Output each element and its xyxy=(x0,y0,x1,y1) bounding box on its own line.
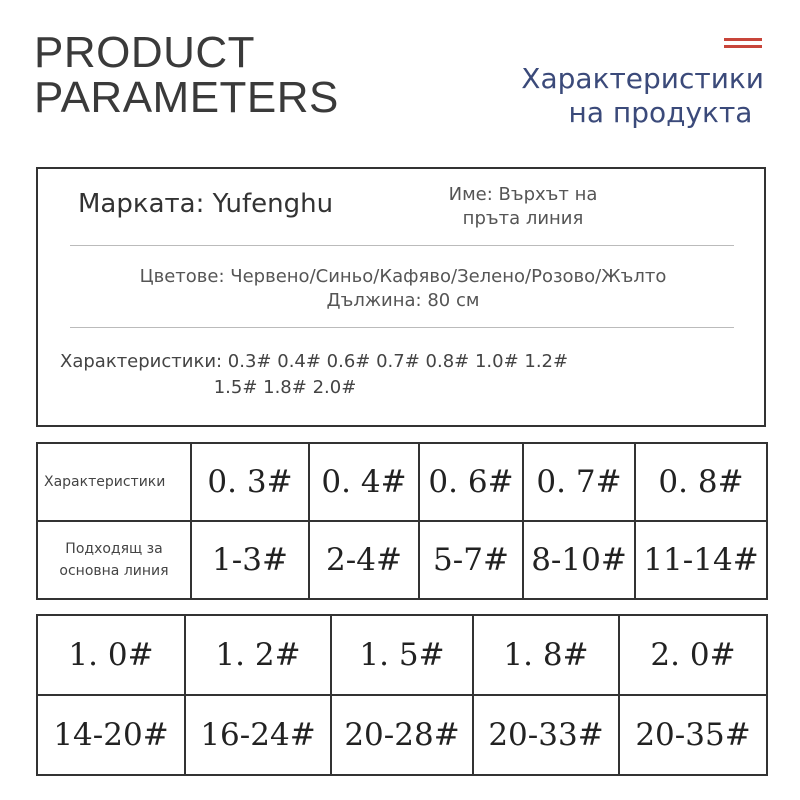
name-line-1: Име: Върхът на xyxy=(448,184,598,205)
table-row xyxy=(37,443,767,521)
divider xyxy=(70,245,734,246)
product-name xyxy=(433,183,613,231)
main-line-cell: 14-20# xyxy=(37,695,185,775)
page-subtitle xyxy=(464,62,764,130)
spec-cell: 0. 7# xyxy=(523,443,635,521)
colors-length xyxy=(38,265,768,313)
spec-cell: 1. 8# xyxy=(473,615,619,695)
main-line-cell: 20-33# xyxy=(473,695,619,775)
main-line-cell: 20-28# xyxy=(331,695,473,775)
flag-icon xyxy=(724,38,762,52)
row-label-main-line-1: Подходящ за xyxy=(65,541,163,557)
main-line-cell: 2-4# xyxy=(309,521,419,599)
main-line-cell: 20-35# xyxy=(619,695,767,775)
length-text: Дължина: 80 см xyxy=(326,290,480,311)
specs-line-2: 1.5# 1.8# 2.0# xyxy=(213,377,357,398)
spec-cell: 0. 6# xyxy=(419,443,523,521)
spec-cell: 1. 2# xyxy=(185,615,331,695)
row-label-spec: Характеристики xyxy=(37,443,191,521)
main-line-cell: 11-14# xyxy=(635,521,767,599)
main-line-cell: 8-10# xyxy=(523,521,635,599)
row-label-main-line-2: основна линия xyxy=(59,563,169,579)
row-label-main-line xyxy=(37,521,191,599)
page-title xyxy=(34,30,339,120)
name-line-2: пръта линия xyxy=(462,208,584,229)
title-line-1: PRODUCT xyxy=(34,28,256,77)
spec-table-2 xyxy=(36,614,768,776)
spec-cell: 0. 8# xyxy=(635,443,767,521)
table-row xyxy=(37,521,767,599)
subtitle-line-2: на продукта xyxy=(568,96,753,129)
specs-line-1: Характеристики: 0.3# 0.4# 0.6# 0.7# 0.8# 1.0# 1.2# xyxy=(60,351,569,372)
spec-cell: 2. 0# xyxy=(619,615,767,695)
spec-table-1 xyxy=(36,442,768,600)
main-line-cell: 16-24# xyxy=(185,695,331,775)
divider xyxy=(70,327,734,328)
spec-cell: 1. 0# xyxy=(37,615,185,695)
subtitle-line-1: Характеристики xyxy=(521,62,764,95)
spec-cell: 1. 5# xyxy=(331,615,473,695)
colors-text: Цветове: Червено/Синьо/Кафяво/Зелено/Розово/Жълто xyxy=(139,266,667,287)
main-line-cell: 5-7# xyxy=(419,521,523,599)
product-info-box xyxy=(36,167,766,427)
title-line-2: PARAMETERS xyxy=(34,73,339,122)
spec-cell: 0. 3# xyxy=(191,443,309,521)
brand-text: Марката: Yufenghu xyxy=(78,189,334,219)
specs-text xyxy=(60,349,620,401)
main-line-cell: 1-3# xyxy=(191,521,309,599)
table-row xyxy=(37,615,767,695)
table-row xyxy=(37,695,767,775)
spec-cell: 0. 4# xyxy=(309,443,419,521)
